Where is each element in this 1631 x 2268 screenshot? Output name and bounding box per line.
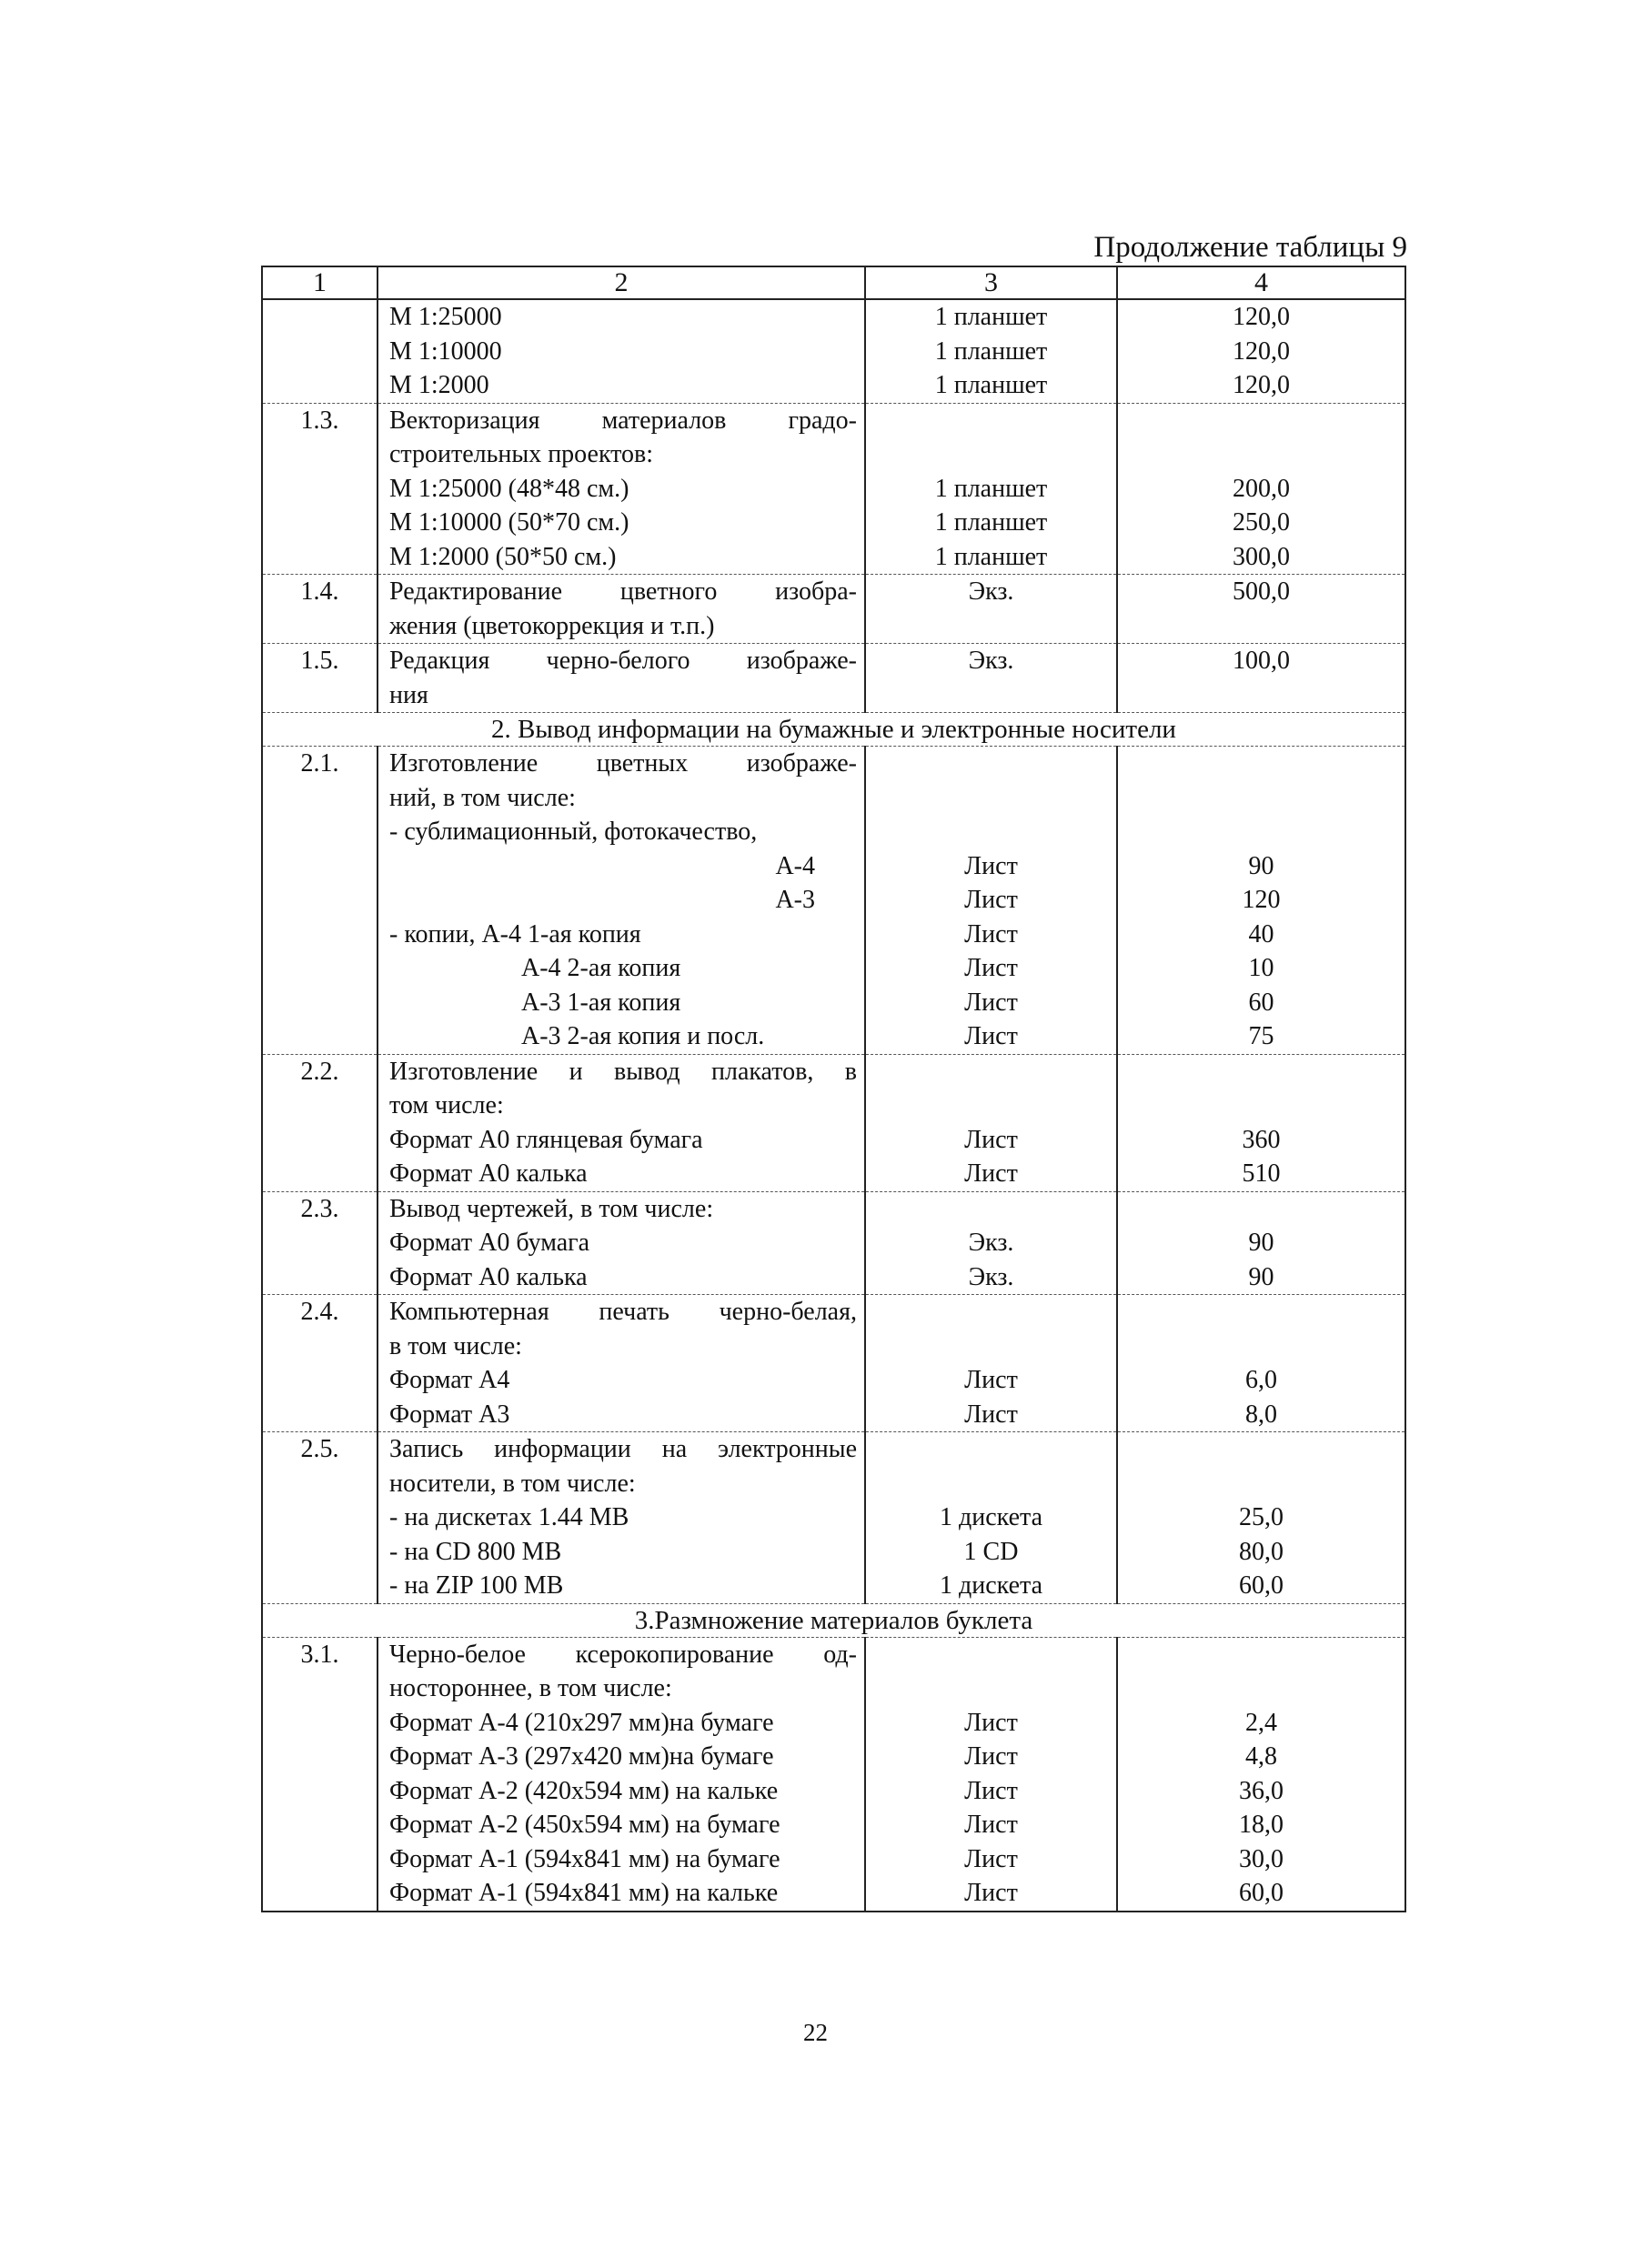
- unit-line: [866, 747, 1116, 781]
- header-col-4: 4: [1117, 266, 1405, 299]
- section-heading-2: 2. Вывод информации на бумажные и электронные носители: [262, 713, 1405, 747]
- description-line: - на дискетах 1.44 МВ: [389, 1503, 629, 1531]
- price-line: 500,0: [1233, 577, 1290, 606]
- price-line: 510: [1242, 1159, 1281, 1188]
- row-price: [1117, 299, 1405, 403]
- price-line: [1118, 815, 1404, 849]
- unit-line: Экз.: [968, 1229, 1014, 1257]
- unit-line: 1 планшет: [934, 508, 1048, 537]
- price-line: 30,0: [1239, 1844, 1284, 1873]
- row-description: [378, 575, 865, 644]
- description-line: Изготовление и вывод плакатов, в: [389, 1057, 857, 1086]
- unit-line: Лист: [964, 1400, 1018, 1429]
- description-line: ностороннее, в том числе:: [389, 1674, 672, 1702]
- row-number-text: 2.4.: [300, 1298, 339, 1326]
- row-description: [378, 1432, 865, 1604]
- price-line: 60,0: [1239, 1879, 1284, 1907]
- price-line: 75: [1248, 1022, 1274, 1050]
- description-line: - на CD 800 МВ: [389, 1537, 562, 1566]
- row-number: [262, 1637, 378, 1912]
- price-line: 300,0: [1233, 542, 1290, 571]
- unit-line: Лист: [964, 1125, 1018, 1154]
- row-price: [1117, 1054, 1405, 1191]
- row-price: [1117, 575, 1405, 644]
- table-row: [262, 1054, 1405, 1191]
- table-row: [262, 1637, 1405, 1912]
- row-unit: [865, 1054, 1117, 1191]
- price-line: [1118, 1467, 1404, 1501]
- unit-line: Лист: [964, 1708, 1018, 1737]
- price-line: [1118, 1638, 1404, 1672]
- table-caption: Продолжение таблицы 9: [1093, 231, 1407, 264]
- description-line: Формат А0 глянцевая бумага: [389, 1125, 703, 1154]
- row-number-text: 1.3.: [300, 406, 339, 435]
- row-number-text: 2.2.: [300, 1057, 339, 1086]
- price-line: 90: [1248, 1229, 1274, 1257]
- unit-line: Лист: [964, 919, 1018, 948]
- unit-line: Лист: [964, 1159, 1018, 1188]
- price-line: [1118, 1192, 1404, 1227]
- row-description: [378, 747, 865, 1055]
- price-line: 4,8: [1245, 1742, 1277, 1771]
- unit-line: [866, 815, 1116, 849]
- row-unit: [865, 1191, 1117, 1295]
- description-line: том числе:: [389, 1091, 504, 1119]
- unit-line: [866, 1671, 1116, 1706]
- unit-line: [866, 404, 1116, 438]
- section-heading-3: 3.Размножение материалов буклета: [262, 1603, 1405, 1637]
- header-col-3: 3: [865, 266, 1117, 299]
- unit-line: Лист: [964, 954, 1018, 982]
- row-unit: [865, 575, 1117, 644]
- unit-line: 1 планшет: [934, 474, 1048, 503]
- description-line: А-4 2-ая копия: [521, 954, 681, 982]
- row-number: [262, 1054, 378, 1191]
- row-price: [1117, 644, 1405, 713]
- description-line: Формат А-2 (450х594 мм) на бумаге: [389, 1811, 780, 1839]
- description-line: носители, в том числе:: [389, 1469, 636, 1498]
- price-line: 120: [1242, 886, 1281, 914]
- row-price: [1117, 1191, 1405, 1295]
- description-line: М 1:25000 (48*48 см.): [389, 474, 629, 503]
- price-line: 360: [1242, 1125, 1281, 1154]
- row-number: [262, 1295, 378, 1432]
- row-price: [1117, 1637, 1405, 1912]
- description-line: А-3: [775, 886, 815, 914]
- row-number: [262, 1191, 378, 1295]
- table-row: [262, 1295, 1405, 1432]
- row-price: [1117, 1432, 1405, 1604]
- description-line: Формат А0 бумага: [389, 1229, 590, 1257]
- unit-line: Лист: [964, 1811, 1018, 1839]
- description-line: М 1:10000 (50*70 см.): [389, 508, 629, 537]
- row-description: [378, 1637, 865, 1912]
- price-line: [1118, 1295, 1404, 1330]
- table-row: [262, 299, 1405, 403]
- price-line: 60: [1248, 988, 1274, 1017]
- row-description: [378, 1191, 865, 1295]
- price-line: 10: [1248, 954, 1274, 982]
- unit-line: [866, 1330, 1116, 1364]
- price-line: [1118, 1432, 1404, 1467]
- description-line: Изготовление цветных изображе-: [389, 749, 857, 778]
- unit-line: Лист: [964, 1879, 1018, 1907]
- unit-line: Экз.: [968, 647, 1014, 675]
- row-unit: [865, 403, 1117, 575]
- description-line: Запись информации на электронные: [389, 1435, 857, 1463]
- unit-line: 1 CD: [963, 1537, 1019, 1566]
- description-line: М 1:2000 (50*50 см.): [389, 542, 617, 571]
- table-header-row: [262, 266, 1405, 299]
- unit-line: Лист: [964, 988, 1018, 1017]
- price-line: [1118, 1055, 1404, 1089]
- row-description: [378, 299, 865, 403]
- price-line: 80,0: [1239, 1537, 1284, 1566]
- description-line: Формат А-4 (210х297 мм)на бумаге: [389, 1708, 774, 1737]
- price-line: [1118, 678, 1404, 713]
- row-unit: [865, 644, 1117, 713]
- price-line: [1118, 609, 1404, 644]
- unit-line: 1 планшет: [934, 542, 1048, 571]
- description-line: строительных проектов:: [389, 440, 654, 468]
- table-row: [262, 747, 1405, 1055]
- description-line: - на ZIP 100 МВ: [389, 1571, 564, 1600]
- row-unit: [865, 1637, 1117, 1912]
- price-line: 90: [1248, 851, 1274, 880]
- unit-line: Лист: [964, 851, 1018, 880]
- description-line: Формат А4: [389, 1366, 510, 1394]
- description-line: Формат А-2 (420х594 мм) на кальке: [389, 1776, 779, 1805]
- price-line: [1118, 747, 1404, 781]
- page-number: 22: [803, 2019, 828, 2046]
- description-line: Формат А0 калька: [389, 1159, 588, 1188]
- header-col-2: 2: [378, 266, 865, 299]
- section-row: [262, 713, 1405, 747]
- description-line: ний, в том числе:: [389, 783, 576, 812]
- description-line: М 1:2000: [389, 371, 489, 399]
- header-col-1: 1: [262, 266, 378, 299]
- unit-line: 1 планшет: [934, 336, 1048, 366]
- description-line: Формат А3: [389, 1400, 510, 1429]
- price-line: [1118, 404, 1404, 438]
- unit-line: [866, 1055, 1116, 1089]
- row-unit: [865, 1432, 1117, 1604]
- price-line: 6,0: [1245, 1366, 1277, 1394]
- price-line: [1118, 1330, 1404, 1364]
- row-description: [378, 644, 865, 713]
- unit-line: Экз.: [968, 1262, 1014, 1291]
- row-price: [1117, 1295, 1405, 1432]
- description-line: Формат А-1 (594х841 мм) на кальке: [389, 1879, 779, 1907]
- description-line: Векторизация материалов градо-: [389, 406, 857, 435]
- section-row: [262, 1603, 1405, 1637]
- description-line: в том числе:: [389, 1331, 522, 1360]
- row-unit: [865, 299, 1117, 403]
- description-line: Формат А-1 (594х841 мм) на бумаге: [389, 1844, 780, 1873]
- unit-line: 1 планшет: [934, 303, 1048, 331]
- unit-line: Экз.: [968, 577, 1014, 606]
- price-line: 250,0: [1233, 508, 1290, 537]
- description-line: Формат А-3 (297х420 мм)на бумаге: [389, 1742, 774, 1771]
- price-line: [1118, 781, 1404, 816]
- unit-line: [866, 1192, 1116, 1227]
- price-line: [1118, 1671, 1404, 1706]
- unit-line: Лист: [964, 1366, 1018, 1394]
- price-line: 200,0: [1233, 474, 1290, 503]
- table-row: [262, 403, 1405, 575]
- table-row: [262, 1432, 1405, 1604]
- description-line: ния: [389, 680, 428, 709]
- unit-line: 1 дискета: [940, 1503, 1042, 1531]
- row-number-text: 2.1.: [300, 749, 339, 778]
- unit-line: [866, 1638, 1116, 1672]
- description-line: Формат А0 калька: [389, 1262, 588, 1291]
- row-number: [262, 403, 378, 575]
- price-line: 36,0: [1239, 1776, 1284, 1805]
- description-line: М 1:25000: [389, 303, 502, 331]
- description-line: жения (цветокоррекция и т.п.): [389, 611, 715, 640]
- row-unit: [865, 747, 1117, 1055]
- price-table: [261, 266, 1406, 1912]
- description-line: Редактирование цветного изобра-: [389, 577, 857, 606]
- price-line: 120,0: [1233, 336, 1290, 366]
- table-row: [262, 575, 1405, 644]
- row-description: [378, 1054, 865, 1191]
- row-description: [378, 403, 865, 575]
- unit-line: Лист: [964, 1022, 1018, 1050]
- unit-line: [866, 1295, 1116, 1330]
- row-number-text: 1.5.: [300, 647, 339, 675]
- price-line: 60,0: [1239, 1571, 1284, 1600]
- row-description: [378, 1295, 865, 1432]
- table-row: [262, 1191, 1405, 1295]
- description-line: А-4: [775, 851, 815, 880]
- unit-line: Лист: [964, 1776, 1018, 1805]
- description-line: - копии, А-4 1-ая копия: [389, 919, 641, 948]
- price-line: 25,0: [1239, 1503, 1284, 1531]
- unit-line: [866, 678, 1116, 713]
- row-number: [262, 299, 378, 403]
- description-line: Редакция черно-белого изображе-: [389, 647, 857, 675]
- price-line: 120,0: [1233, 371, 1290, 399]
- price-line: 120,0: [1233, 303, 1290, 331]
- price-line: 18,0: [1239, 1811, 1284, 1839]
- unit-line: [866, 781, 1116, 816]
- row-number-text: 1.4.: [300, 577, 339, 606]
- description-line: А-3 1-ая копия: [521, 988, 681, 1017]
- description-line: Компьютерная печать черно-белая,: [389, 1298, 857, 1326]
- row-number-text: [263, 300, 377, 335]
- price-line: 90: [1248, 1262, 1274, 1291]
- price-line: 2,4: [1245, 1708, 1277, 1737]
- row-number: [262, 575, 378, 644]
- row-number: [262, 1432, 378, 1604]
- price-line: [1118, 437, 1404, 472]
- row-price: [1117, 403, 1405, 575]
- description-line: Черно-белое ксерокопирование од-: [389, 1640, 857, 1669]
- unit-line: 1 планшет: [934, 371, 1048, 399]
- description-line: А-3 2-ая копия и посл.: [521, 1022, 765, 1050]
- unit-line: Лист: [964, 1742, 1018, 1771]
- description-line: - сублимационный, фотокачество,: [389, 818, 758, 846]
- unit-line: [866, 1467, 1116, 1501]
- price-line: 40: [1248, 919, 1274, 948]
- price-line: 100,0: [1233, 647, 1290, 675]
- unit-line: [866, 437, 1116, 472]
- description-line: Вывод чертежей, в том числе:: [389, 1194, 714, 1223]
- price-line: 8,0: [1245, 1400, 1277, 1429]
- row-unit: [865, 1295, 1117, 1432]
- row-price: [1117, 747, 1405, 1055]
- row-number: [262, 644, 378, 713]
- unit-line: Лист: [964, 886, 1018, 914]
- row-number-text: 2.3.: [300, 1194, 339, 1223]
- row-number-text: 3.1.: [300, 1640, 339, 1669]
- unit-line: [866, 1432, 1116, 1467]
- unit-line: [866, 1089, 1116, 1123]
- row-number: [262, 747, 378, 1055]
- unit-line: [866, 609, 1116, 644]
- row-number-text: 2.5.: [300, 1435, 339, 1463]
- unit-line: 1 дискета: [940, 1571, 1042, 1600]
- unit-line: Лист: [964, 1844, 1018, 1873]
- price-line: [1118, 1089, 1404, 1123]
- description-line: М 1:10000: [389, 336, 502, 366]
- table-row: [262, 644, 1405, 713]
